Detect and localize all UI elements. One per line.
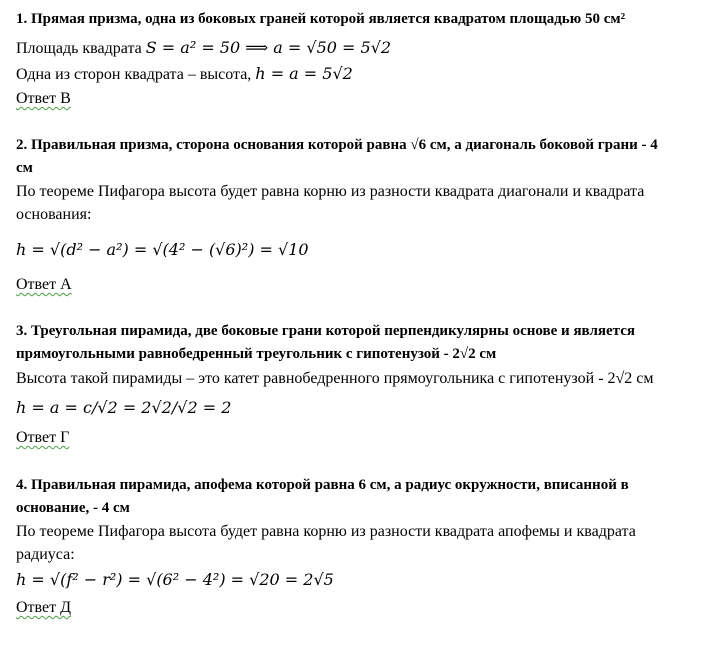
- section2-heading-line2: см: [16, 160, 33, 176]
- section2-text-line2: основания:: [16, 206, 92, 223]
- section4-text-line2: радиуса:: [16, 546, 75, 563]
- section2-heading-line1: 2. Правильная призма, сторона основания которой равна √6 см, а диагональ боковой грани - 4: [16, 137, 658, 153]
- section1-line1-text: Площадь квадрата: [16, 40, 142, 57]
- section2-text-line1: По теореме Пифагора высота будет равна корню из разности квадрата диагонали и квадрата: [16, 183, 645, 200]
- section3-answer: [16, 430, 69, 446]
- section1-line2-text: Одна из сторон квадрата – высота,: [16, 66, 252, 83]
- section4-heading-line1: 4. Правильная пирамида, апофема которой равна 6 см, а радиус окружности, вписанной в: [16, 477, 629, 493]
- section2-formula: h = √(d² − a²) = √(4² − (√6)²) = √10: [16, 240, 309, 259]
- section1-line2-formula: h = a = 5√2: [255, 64, 353, 83]
- section4-answer: [16, 600, 71, 616]
- section2-answer: [16, 277, 72, 293]
- section4-answer-text: Ответ Д: [16, 599, 72, 616]
- section4-formula: h = √(f² − r²) = √(6² − 4²) = √20 = 2√5: [16, 570, 334, 589]
- section4-heading-line2: основание, - 4 см: [16, 500, 130, 516]
- section1-answer: [16, 91, 71, 107]
- section1-line2: [16, 66, 353, 83]
- section3-text-line1: Высота такой пирамиды – это катет равнобедренного прямоугольника с гипотенузой - 2√2 см: [16, 370, 654, 387]
- section3-heading-line1: 3. Треугольная пирамида, две боковые грани которой перпендикулярны основе и является: [16, 323, 635, 339]
- section1-line1-formula: S = a² = 50 ⟹ a = √50 = 5√2: [145, 38, 392, 57]
- section3-heading-line2: прямоугольными равнобедренный треугольник с гипотенузой - 2√2 см: [16, 346, 497, 362]
- section4-text-line1: По теореме Пифагора высота будет равна корню из разности квадрата апофемы и квадрата: [16, 523, 636, 540]
- section1-heading: 1. Прямая призма, одна из боковых граней которой является квадратом площадью 50 см²: [16, 11, 626, 27]
- section3-answer-text: Ответ Г: [16, 429, 70, 446]
- section3-formula: h = a = c/√2 = 2√2/√2 = 2: [16, 398, 232, 417]
- section1-answer-text: Ответ В: [16, 90, 71, 107]
- section2-answer-text: Ответ А: [16, 276, 72, 293]
- section1-line1: [16, 40, 391, 57]
